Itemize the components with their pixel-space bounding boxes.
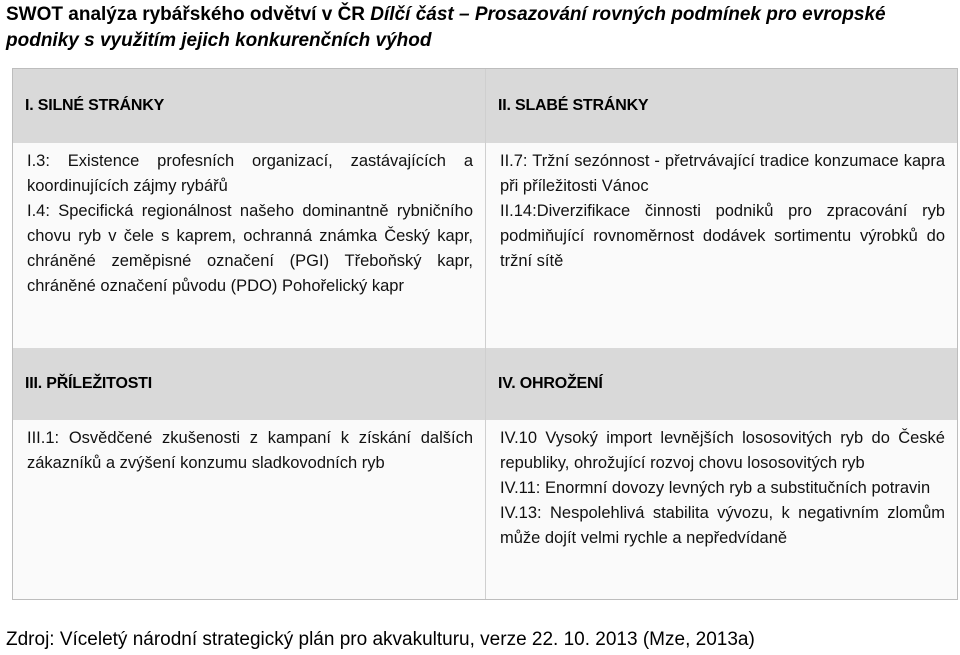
- list-item: IV.13: Nespolehlivá stabilita vývozu, k negativním zlomům může dojít velmi rychle a nepředvídaně: [500, 504, 945, 547]
- source-caption: Zdroj: Víceletý národní strategický plán pro akvakulturu, verze 22. 10. 2013 (Mze, 2013a): [6, 629, 755, 650]
- list-item: II.7: Tržní sezónnost - přetrvávající tradice konzumace kapra při příležitosti Vánoc: [500, 152, 945, 195]
- opportunities-heading: III. PŘÍLEŽITOSTI: [25, 375, 152, 392]
- list-item: II.14:Diverzifikace činnosti podniků pro zpracování ryb podmiňující rovnoměrnost dodávek sortimentu výrobků do tržní sítě: [500, 202, 945, 270]
- opportunities-body: [13, 420, 485, 599]
- weaknesses-body: [486, 143, 957, 348]
- strengths-header: [13, 69, 485, 143]
- threats-body: [486, 420, 957, 599]
- list-item: III.1: Osvědčené zkušenosti z kampaní k získání dalších zákazníků a zvýšení konzumu sladkovodních ryb: [27, 429, 473, 472]
- strengths-heading: I. SILNÉ STRÁNKY: [25, 97, 165, 114]
- list-item: IV.10 Vysoký import levnějších lososovitých ryb do České republiky, ohrožující rozvoj chovu lososovitých ryb: [500, 429, 945, 472]
- list-item: I.4: Specifická regionálnost našeho dominantně rybničního chovu ryb v čele s kaprem, ochranná známka Český kapr, chráněné zeměpisné označení (PGI) Třeboňský kapr, chráněné označení původu (PDO) Pohořelický kapr: [27, 202, 473, 295]
- opportunities-header: [13, 348, 485, 420]
- swot-table: [12, 68, 958, 600]
- title-italic: Dílčí část – Prosazování rovných podmínek pro evropské podniky s využitím jejich konkurenčních výhod: [6, 4, 886, 51]
- page-title: [6, 2, 956, 54]
- threats-header: [486, 348, 957, 420]
- strengths-body: [13, 143, 485, 348]
- title-bold: SWOT analýza rybářského odvětví v ČR: [6, 4, 371, 25]
- weaknesses-header: [486, 69, 957, 143]
- list-item: IV.11: Enormní dovozy levných ryb a substitučních potravin: [500, 479, 931, 497]
- weaknesses-heading: II. SLABÉ STRÁNKY: [498, 97, 649, 114]
- threats-heading: IV. OHROŽENÍ: [498, 375, 603, 392]
- list-item: I.3: Existence profesních organizací, zastávajících a koordinujících zájmy rybářů: [27, 152, 473, 195]
